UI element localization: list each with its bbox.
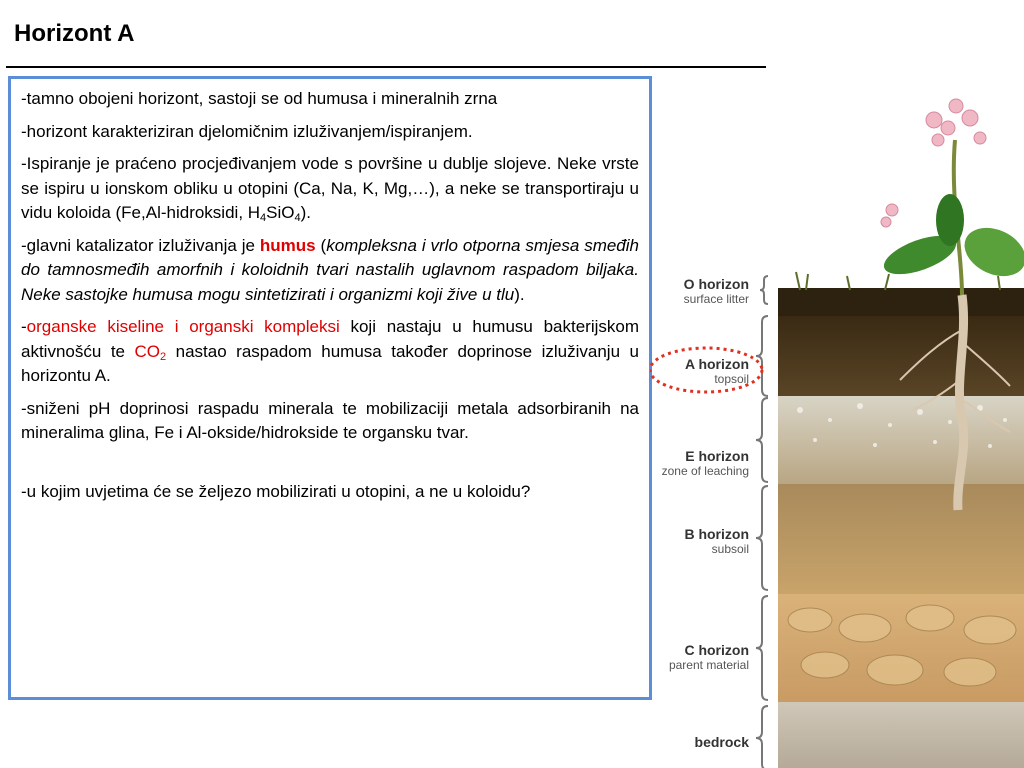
paragraph-6 — [21, 397, 639, 446]
paragraph-2-text: -horizont karakteriziran djelomičnim izluživanjem/ispiranjem. — [21, 121, 473, 141]
paragraph-1-text: -tamno obojeni horizont, sastoji se od humusa i mineralnih zrna — [21, 89, 498, 108]
paren-close: ). — [514, 284, 525, 304]
paragraph-3 — [21, 152, 639, 226]
e-horizon-sub: zone of leaching — [661, 464, 749, 478]
paragraph-4 — [21, 234, 639, 308]
o-horizon-sub: surface litter — [683, 292, 749, 306]
humus-definition: kompleksna i vrlo otporna smjesa smeđih do tamnosmeđih amorfnih i koloidnih tvari nastalih uglavnom raspadom biljaka. Neke sastojke humusa mogu sintetizirati i organizmi koji žive u tlu — [21, 235, 639, 304]
c-horizon-label — [669, 642, 749, 672]
b-horizon-sub: subsoil — [711, 542, 749, 556]
bedrock-name: bedrock — [694, 734, 749, 750]
a-horizon-layer — [778, 316, 1024, 398]
paren-open: ( — [315, 235, 327, 255]
paragraph-1 — [21, 87, 639, 112]
b-horizon-label — [684, 526, 749, 556]
o-horizon-label — [684, 276, 749, 306]
dash: - — [21, 317, 27, 336]
paragraph-7 — [21, 480, 639, 505]
o-horizon-layer — [778, 288, 1024, 318]
slide-title: Horizont A — [14, 20, 135, 47]
e-horizon-label — [662, 448, 749, 478]
text-box — [8, 76, 652, 700]
question-text: -u kojim uvjetima će se željezo mobilizirati u otopini, a ne u koloidu? — [21, 481, 531, 501]
bedrock-layer — [778, 702, 1024, 768]
title-divider — [6, 66, 766, 68]
paragraph-5 — [21, 315, 639, 389]
paragraph-6-text: -sniženi pH doprinosi raspadu minerala te mobilizaciji metala adsorbiranih na mineralima glina, Fe i Al-okside/hidrokside te organsku tvar. — [21, 398, 639, 442]
paragraph-2 — [21, 120, 639, 145]
leaf-right — [957, 219, 1024, 286]
flowers — [881, 99, 986, 227]
subscript-4b: 4 — [294, 212, 301, 224]
co2-subscript: 2 — [160, 350, 167, 363]
o-horizon-name: O horizon — [683, 276, 749, 292]
b-horizon-layer — [778, 484, 1024, 596]
leaf-mid — [936, 194, 964, 246]
a-horizon-name: A horizon — [684, 356, 749, 372]
co2-highlight: CO — [134, 341, 160, 361]
bedrock-label — [695, 734, 749, 750]
c-horizon-sub: parent material — [668, 658, 749, 672]
paragraph-5-text: koji nastaju u humusu bakterijskom aktivnošću te — [21, 317, 639, 361]
sio-text: SiO — [266, 203, 295, 222]
humus-highlight: humus — [259, 235, 316, 255]
subscript-4: 4 — [260, 212, 267, 224]
a-horizon-label — [685, 356, 749, 386]
paragraph-4-text: -glavni katalizator izluživanja je — [21, 235, 260, 255]
paragraph-5-end: nastao raspadom humusa također doprinose izluživanju u horizontu A. — [21, 341, 639, 385]
c-horizon-name: C horizon — [684, 642, 749, 658]
e-horizon-name: E horizon — [685, 448, 749, 464]
paragraph-3-text: -Ispiranje je praćeno procjeđivanjem vode s površine u dublje slojeve. Neke vrste se ispiru u ionskom obliku u otopini (Ca, Na, K, Mg,…), a neke se transportiraju u vidu koloida (Fe,Al-hidroksidi, H — [21, 154, 639, 222]
soil-profile-illustration — [650, 80, 1024, 768]
organic-acids-highlight: organske kiseline i organski kompleksi — [26, 317, 340, 336]
a-horizon-sub: topsoil — [714, 372, 749, 386]
paragraph-3-end: ). — [300, 203, 312, 222]
b-horizon-name: B horizon — [684, 526, 749, 542]
